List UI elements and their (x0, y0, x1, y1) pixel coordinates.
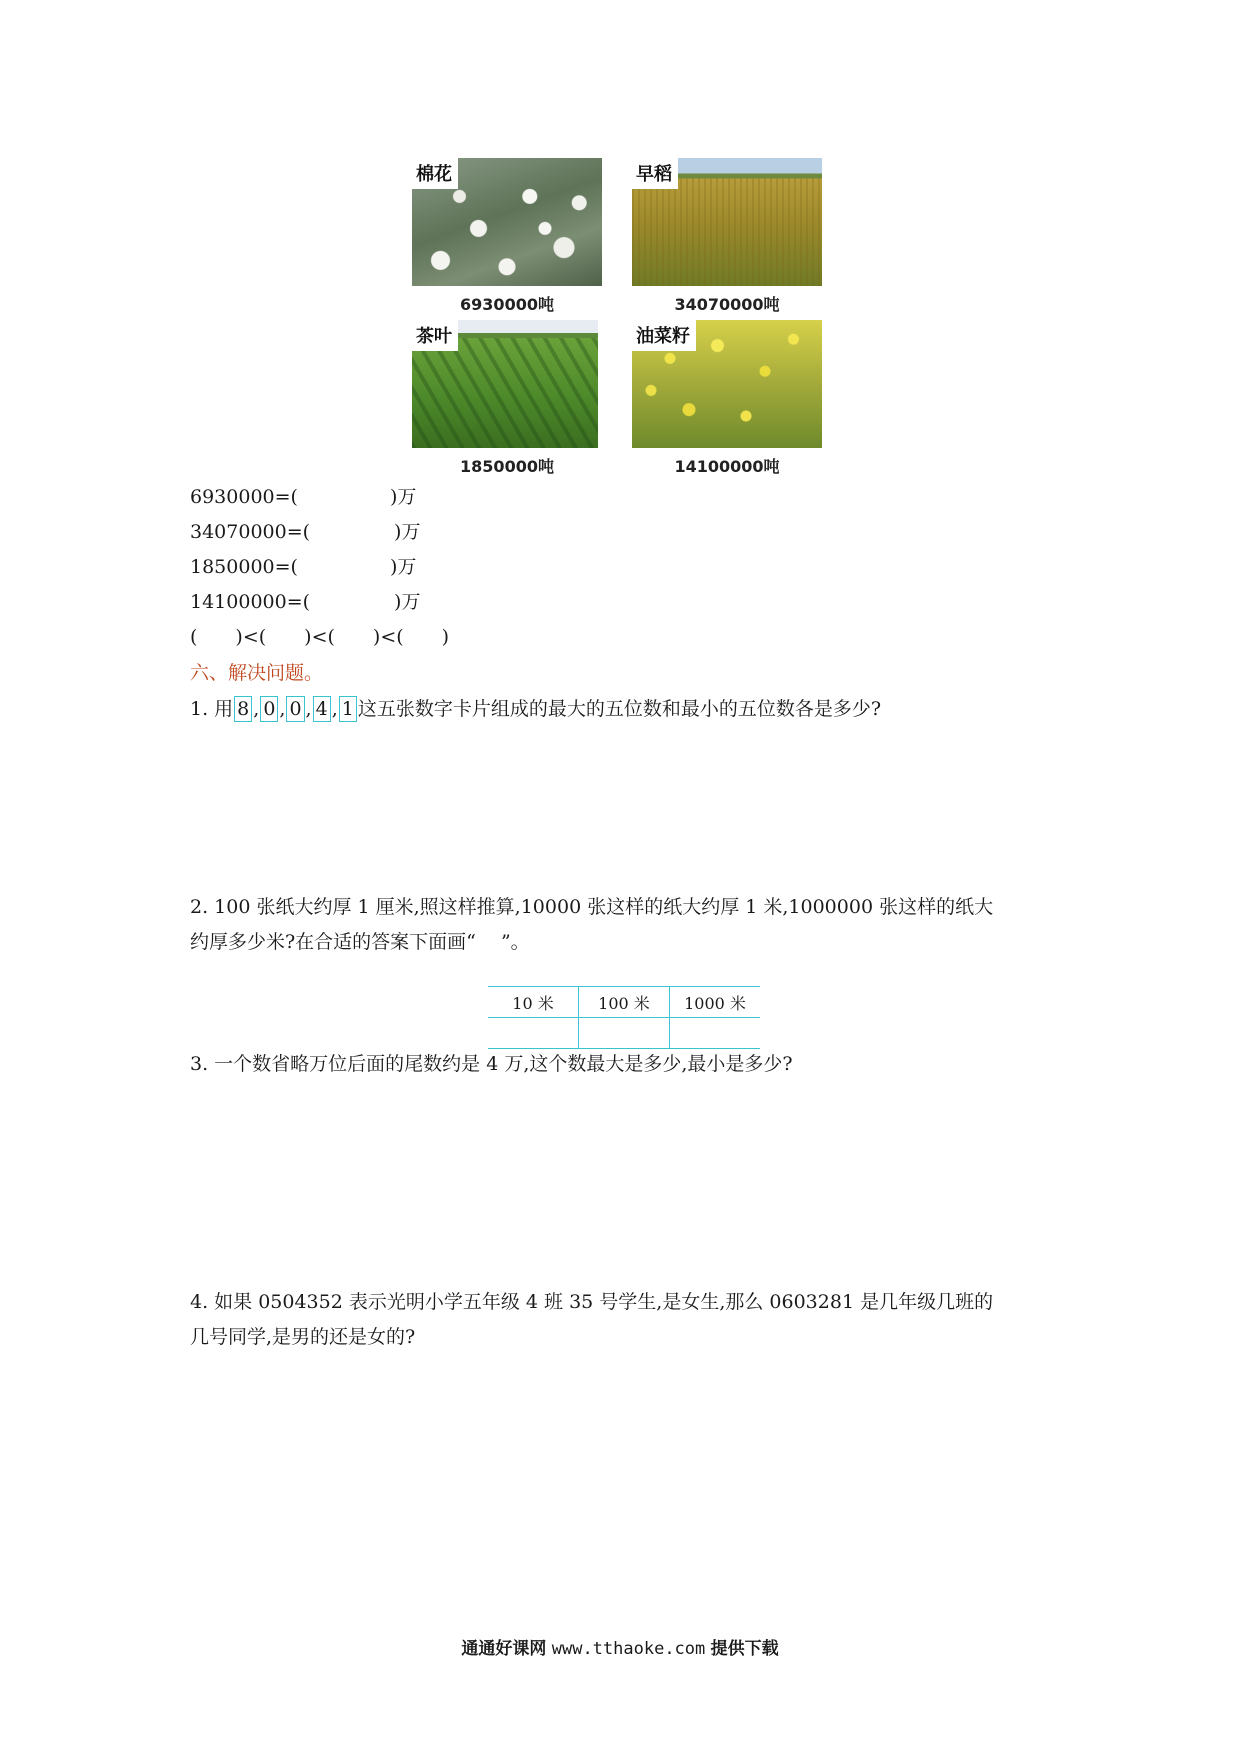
footer-url[interactable]: www.tthaoke.com (551, 1639, 706, 1659)
footer-action: 提供下载 (710, 1639, 779, 1659)
section-title: 六、解决问题。 (190, 662, 324, 684)
crop-label: 茶叶 (412, 320, 458, 351)
digit-card: 0 (286, 696, 304, 722)
crop-label: 早稻 (632, 158, 678, 189)
answer-cell[interactable] (670, 1018, 761, 1049)
question-3: 3. 一个数省略万位后面的尾数约是 4 万,这个数最大是多少,最小是多少? (190, 1053, 793, 1075)
conversion-line: 1850000=( )万 (190, 556, 417, 578)
crop-label: 棉花 (412, 158, 458, 189)
crop-early-rice (632, 158, 822, 315)
crop-amount: 34070000吨 (674, 295, 780, 314)
crop-rapeseed (632, 320, 822, 477)
digit-card: 8 (234, 696, 252, 722)
footer-site-name: 通通好课网 (461, 1639, 547, 1659)
question-2-line-1: 2. 100 张纸大约厚 1 厘米,照这样推算,10000 张这样的纸大约厚 1 米,1000000 张这样的纸大 (190, 896, 994, 918)
digit-card: 0 (260, 696, 278, 722)
crop-amount: 6930000吨 (460, 295, 554, 314)
digit-card: 4 (313, 696, 331, 722)
question-4-line-1: 4. 如果 0504352 表示光明小学五年级 4 班 35 号学生,是女生,那么 0603281 是几年级几班的 (190, 1291, 994, 1313)
rice-photo (632, 158, 822, 286)
question-1: 1. 用 8 , 0 , 0 , 4 , 1 这五张数字卡片组成的最大的五位数和最小的五位数各是多少? (190, 698, 882, 720)
cotton-photo (412, 158, 602, 286)
conversion-line: 14100000=( )万 (190, 591, 421, 613)
answer-options-table (488, 986, 760, 1049)
option-100m: 100 米 (579, 987, 670, 1018)
crop-amount: 1850000吨 (460, 457, 554, 476)
footer (0, 1634, 1240, 1659)
crop-amount: 14100000吨 (674, 457, 780, 476)
conversion-line: 6930000=( )万 (190, 486, 417, 508)
answer-cell[interactable] (579, 1018, 670, 1049)
crop-label: 油菜籽 (632, 320, 696, 351)
question-4-line-2: 几号同学,是男的还是女的? (190, 1326, 416, 1348)
crop-tea (412, 320, 602, 477)
ordering-line: ( )<( )<( )<( ) (190, 626, 450, 648)
option-10m: 10 米 (488, 987, 579, 1018)
tea-photo (412, 320, 598, 448)
question-2-line-2: 约厚多少米?在合适的答案下面画“ ”。 (190, 931, 530, 953)
crop-cotton (412, 158, 602, 315)
digit-card: 1 (339, 696, 357, 722)
conversion-line: 34070000=( )万 (190, 521, 421, 543)
answer-cell[interactable] (488, 1018, 579, 1049)
option-1000m: 1000 米 (670, 987, 761, 1018)
rapeseed-photo (632, 320, 822, 448)
